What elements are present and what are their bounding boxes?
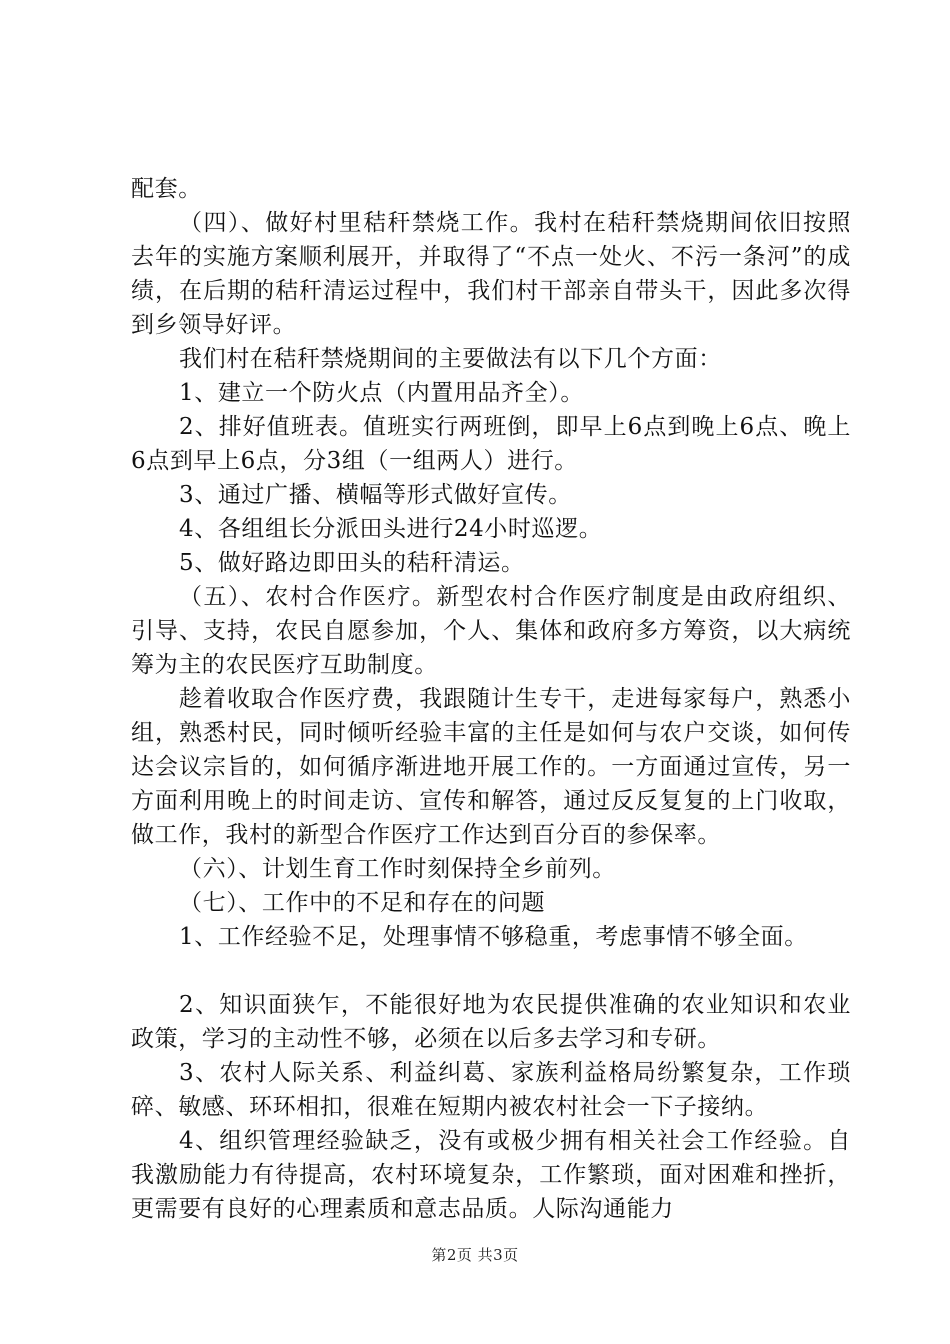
page-number-footer: 第2页 共3页 — [431, 1246, 519, 1264]
problem-item-4: 4、组织管理经验缺乏，没有或极少拥有相关社会工作经验。自我激励能力有待提高，农村环境复杂，工作繁琐，面对困难和挫折，更需要有良好的心理素质和意志品质。人际沟通能力 — [131, 1128, 851, 1222]
list-item-1: 1、建立一个防火点（内置用品齐全）。 — [179, 380, 584, 406]
list-item-5: 5、做好路边即田头的秸秆清运。 — [179, 550, 525, 576]
paragraph-section-five: （五）、农村合作医疗。新型农村合作医疗制度是由政府组织、引导、支持，农民自愿参加，个人、集体和政府多方筹资，以大病统筹为主的农民医疗互助制度。 — [131, 584, 851, 678]
document-body — [131, 172, 851, 1226]
paragraph-medical-fee: 趁着收取合作医疗费，我跟随计生专干，走进每家每户，熟悉小组，熟悉村民，同时倾听经验丰富的主任是如何与农户交谈，如何传达会议宗旨的，如何循序渐进地开展工作的。一方面通过宣传，另一方面利用晚上的时间走访、宣传和解答，通过反反复复的上门收取，做工作，我村的新型合作医疗工作达到百分百的参保率。 — [131, 686, 851, 848]
list-item-2: 2、排好值班表。值班实行两班倒，即早上6点到晚上6点、晚上6点到早上6点，分3组（一组两人）进行。 — [131, 414, 851, 474]
problem-item-1: 1、工作经验不足，处理事情不够稳重，考虑事情不够全面。 — [179, 924, 808, 950]
paragraph-methods-intro: 我们村在秸秆禁烧期间的主要做法有以下几个方面： — [179, 346, 722, 372]
list-item-3: 3、通过广播、横幅等形式做好宣传。 — [179, 482, 572, 508]
paragraph-section-four: （四）、做好村里秸秆禁烧工作。我村在秸秆禁烧期间依旧按照去年的实施方案顺利展开，并取得了“不点一处火、不污一条河”的成绩，在后期的秸秆清运过程中，我们村干部亲自带头干，因此多次得到乡领导好评。 — [131, 210, 851, 338]
paragraph-section-seven: （七）、工作中的不足和存在的问题 — [179, 890, 546, 916]
problem-item-2: 2、知识面狭乍，不能很好地为农民提供准确的农业知识和农业政策，学习的主动性不够，必须在以后多去学习和专研。 — [131, 992, 851, 1052]
list-item-4: 4、各组组长分派田头进行24小时巡逻。 — [179, 516, 603, 542]
paragraph-continuation: 配套。 — [131, 176, 202, 202]
paragraph-section-six: （六）、计划生育工作时刻保持全乡前列。 — [179, 856, 616, 882]
problem-item-3: 3、农村人际关系、利益纠葛、家族利益格局纷繁复杂，工作琐碎、敏感、环环相扣，很难在短期内被农村社会一下子接纳。 — [131, 1060, 851, 1120]
